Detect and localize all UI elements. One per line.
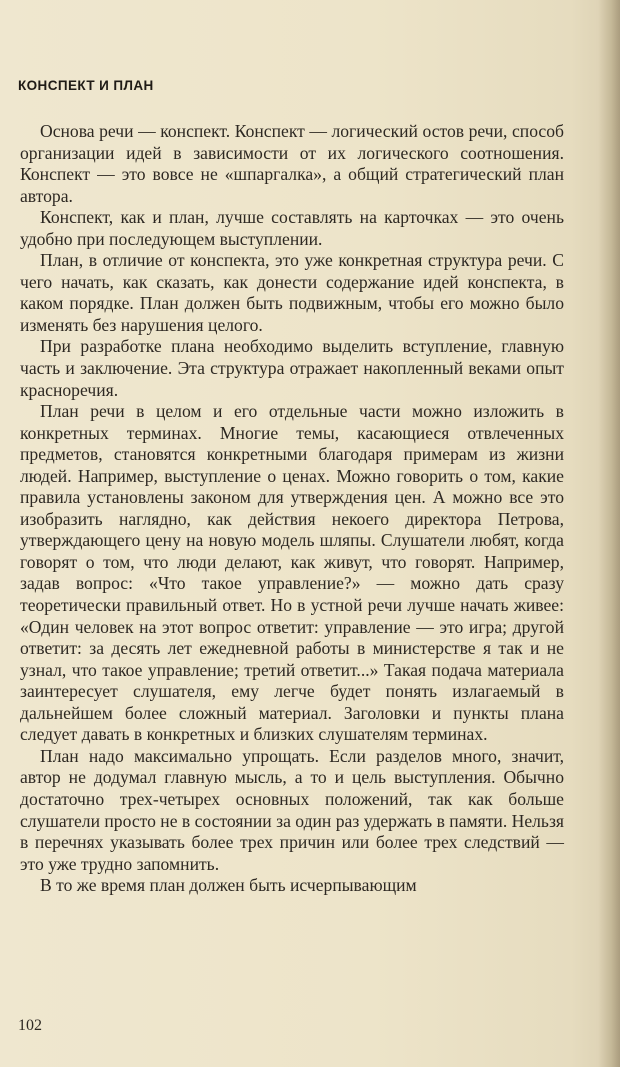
paragraph: Основа речи — конспект. Конспект — логический остов речи, способ организации идей в зависимости от их логического соотношения. Конспект — это вовсе не «шпаргалка», а общий стратегический план автора. xyxy=(20,121,564,206)
paragraph: План речи в целом и его отдельные части можно изложить в конкретных терминах. Многие темы, касающиеся отвлеченных предметов, становятся конкретными благодаря примерам из жизни людей. Например, выступление о ценах. Можно говорить о том, какие правила установлены законом для утверждения цен. А можно все это изобразить наглядно, как действия некоего директора Петрова, утверждающего цену на новую модель шляпы. Слушатели любят, когда говорят о том, что люди делают, как живут, что говорят. Например, задав вопрос: «Что такое управление?» — можно дать сразу теоретически правильный ответ. Но в устной речи лучше начать живее: «Один человек на этот вопрос ответит: управление — это игра; другой ответит: за десять лет ежедневной работы в министерстве я так и не узнал, что такое управление; третий ответит...» Такая подача материала заинтересует слушателя, ему легче будет понять излагаемый в дальнейшем более сложный материал. Заголовки и пункты плана следует давать в конкретных и близких слушателям терминах. xyxy=(20,401,564,745)
paragraph: План, в отличие от конспекта, это уже конкретная структура речи. С чего начать, как сказать, как донести содержание идей конспекта, в каком порядке. План должен быть подвижным, чтобы его можно было изменять без нарушения целого. xyxy=(20,250,564,335)
body-text xyxy=(20,121,564,897)
section-heading: КОНСПЕКТ И ПЛАН xyxy=(18,78,154,93)
page-number: 102 xyxy=(18,1017,42,1034)
page-edge-shadow xyxy=(598,0,620,1067)
paragraph: В то же время план должен быть исчерпывающим xyxy=(40,875,417,896)
paragraph: При разработке плана необходимо выделить вступление, главную часть и заключение. Эта структура отражает накопленный веками опыт красноречия. xyxy=(20,336,564,400)
paragraph: Конспект, как и план, лучше составлять на карточках — это очень удобно при последующем выступлении. xyxy=(20,207,564,249)
paragraph: План надо максимально упрощать. Если разделов много, значит, автор не додумал главную мысль, а то и цель выступления. Обычно достаточно трех-четырех основных положений, так как больше слушатели просто не в состоянии за один раз удержать в памяти. Нельзя в перечнях указывать более трех причин или более трех следствий — это уже трудно запомнить. xyxy=(20,745,564,874)
